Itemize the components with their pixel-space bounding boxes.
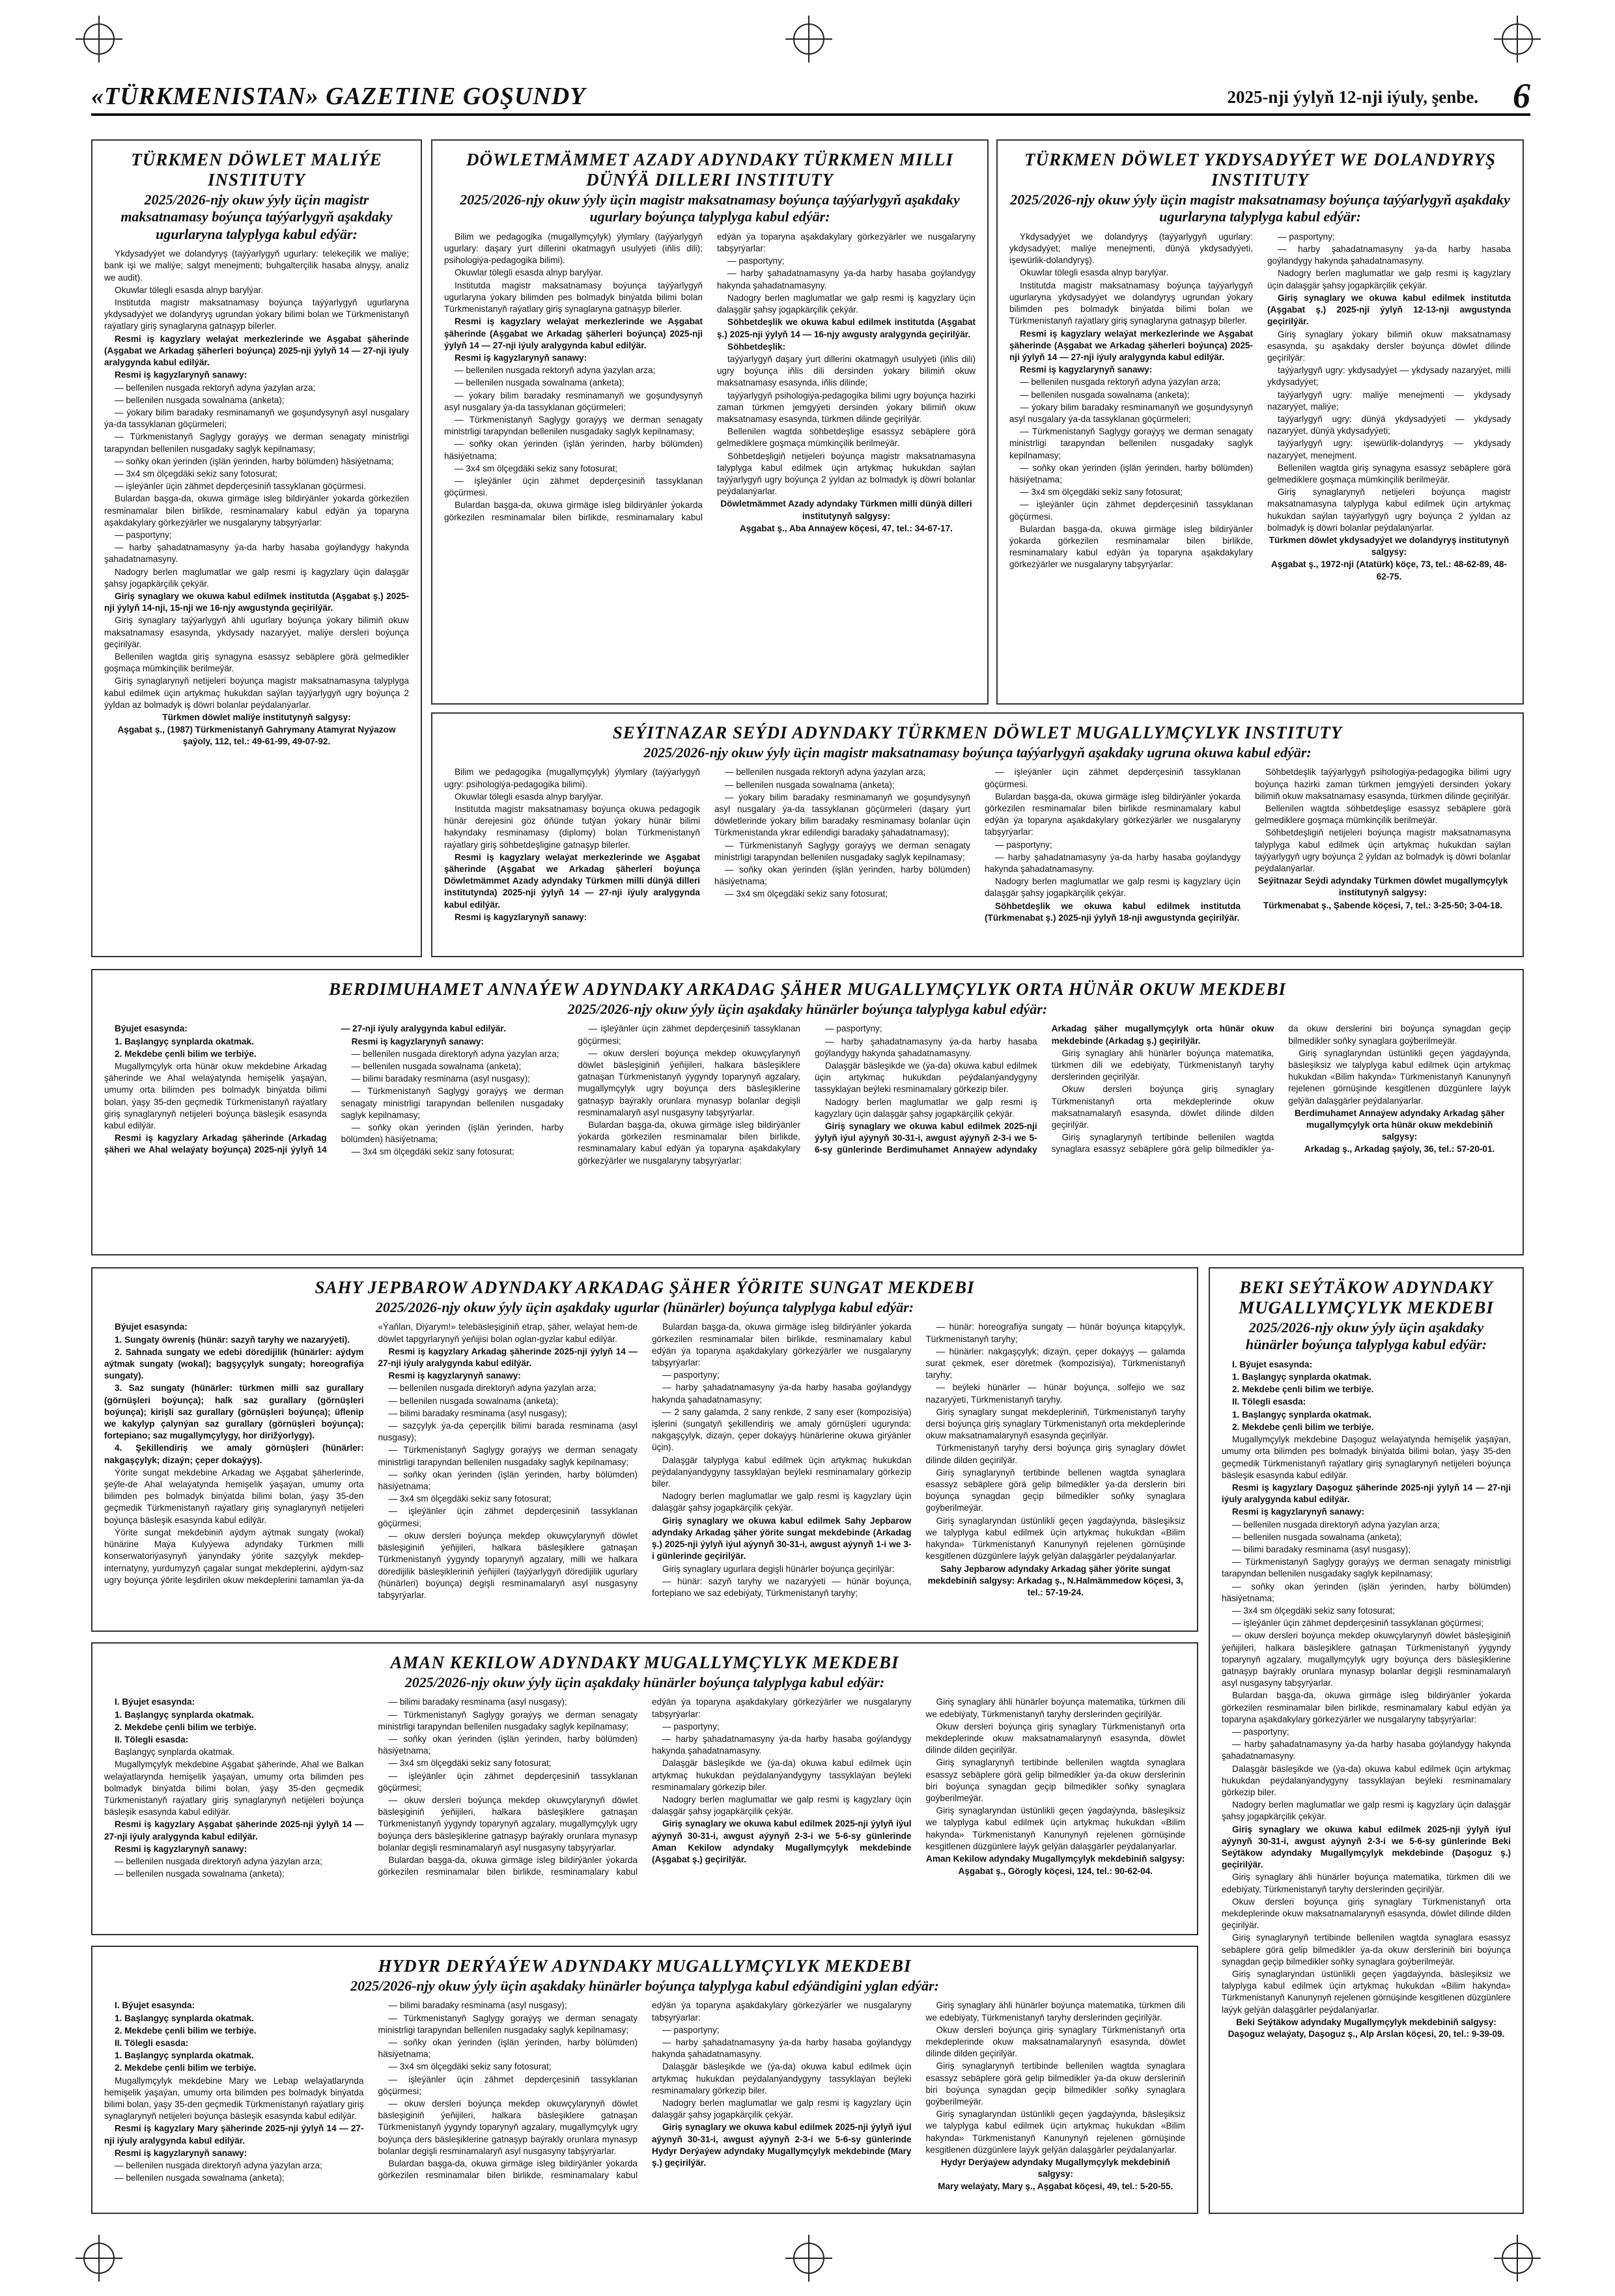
paragraph: I. Býujet esasynda: [115, 2000, 195, 2011]
paragraph: — ýokary bilim baradaky resminamanyň we goşundysynyň asyl nusgalary ýa-da tassyklanan göçürmeleri; [444, 390, 703, 412]
announcement-body [104, 248, 409, 925]
paragraph: Okuwlar tölegli esasda alnyp barylýar. [115, 285, 264, 295]
paragraph: — bilimi baradaky resminama (asyl nusgasy); [388, 2000, 567, 2011]
paragraph: Mugallymçylyk mekdebine Aşgabat şäherinde, Ahal we Balkan welaýatlarynda hemişelik ýaşaýan, umumy orta bilimden pes bolmadyk binýatda bilimi bolan, ýaşy 35-den geçmedik Türkmenistanyň raýatlary giriş synaglarynyň netijeleri boýunça bäsleşik esasynda kabul edilýär. [104, 1759, 364, 1817]
paragraph: — Türkmenistanyň Saglygy goraýyş we derman senagaty ministrligi tarapyndan bellenilen nusgadaky saglyk kepilnamasy; [714, 840, 970, 862]
paragraph: 1. Sungaty öwreniş (hünär: sazyň taryhy we nazaryýeti). [115, 1334, 350, 1345]
announcement-title: TÜRKMEN DÖWLET YKDYSADYÝET WE DOLANDYRYŞ INSTITUTY [1024, 150, 1496, 190]
paragraph: Mugallymçylyk mekdebine Mary we Lebap welaýatlarynda hemişelik ýaşaýan, umumy orta bilimden pes bolmadyk binýatda bilimi bolan, ýaşy 35-den geçmedik Türkmenistanyň raýatlary giriş synaglarynyň netijeleri boýunça bäsleşik esasynda kabul edilýär. [104, 2075, 364, 2121]
paragraph: Giriş synaglary we okuwa kabul edilmek institutda (Aşgabat ş.) 2025-nji ýylyň 12-13-nji awgustynda geçirilýär. [1267, 292, 1511, 327]
announcement-title: AMAN KEKILOW ADYNDAKY MUGALLYMÇYLYK MEKDEBI [390, 1653, 899, 1672]
paragraph: Resmi iş kagyzlarynyň sanawy: [1020, 365, 1153, 375]
announcement-arkadag-vocational-school [91, 969, 1524, 1255]
paragraph: — bellenilen nusgada sowalnama (anketa); [115, 395, 285, 405]
paragraph: — işleýänler üçin zähmet depderçesiniň tassyklanan göçürmesi. [115, 481, 367, 492]
paragraph: Giriş synaglarynyň netijeleri boýunça magistr maksatnamasyna talyplyga kabul edilmek üçin artykmaç hukukdan saýlan taýýarlygyň ugry boýunça 2 ýyldan az bolmadyk iş döwri bolanlar peýdalanýarlar. [104, 676, 409, 710]
announcement-subtitle: 2025/2026-njy okuw ýyly üçin magistr maksatnamasy boýunça taýýarlygyň aşakdaky ugurlaryna talyplyga kabul edýär: [120, 191, 393, 242]
page-header [91, 76, 1530, 116]
paragraph: 2. Sahnada sungaty we edebi döredijilik (hünärler: aýdym aýtmak sungaty (wokal); bagşyçylyk sungaty; horeografiýa sungaty). [104, 1347, 364, 1381]
paragraph: 1. Başlangyç synplarda okatmak. [115, 2013, 254, 2023]
paragraph: — bellenilen nusgada sowalnama (anketa); [1232, 1532, 1402, 1542]
announcement-subtitle: 2025/2026-njy okuw ýyly üçin aşakdaky hünärler boýunça talyplyga kabul edýär: [1245, 1319, 1487, 1353]
paragraph: — Türkmenistanyň Saglygy goraýyş we derman senagaty ministrligi tarapyndan bellenilen nusgadaky saglyk kepilnamasy; [444, 414, 703, 437]
paragraph: — işleýänler üçin zähmet depderçesiniň tassyklanan göçürmesi. [1009, 499, 1253, 522]
paragraph: Türkmenabat ş., Şabende köçesi, 7, tel.: 3-25-50; 3-04-18. [1263, 900, 1503, 910]
paragraph: — Türkmenistanyň Saglygy goraýyş we derman senagaty ministrligi tarapyndan bellenilen nusgadaky saglyk kepilnamasy; [1009, 427, 1253, 460]
paragraph: Nadogry berlen maglumatlar we galp resmi iş kagyzlary üçin dalaşgär şahsy jogapkärçilik çekýär. [104, 567, 409, 589]
paragraph: Mugallymçylyk mekdebine Daşoguz welaýatynda hemişelik ýaşaýan, umumy orta bilimden pes bolmadyk binýatda bilimi bolan, ýaşy 35-den geçmedik Türkmenistanyň raýatlary giriş synaglarynyň netijeleri boýunça bäsleşik esasynda kabul edilýär. [1222, 1435, 1511, 1480]
paragraph: taýýarlygyň ugry: ykdysadyýet — ykdysady nazaryýet, milli ykdysadyýet; [1267, 365, 1511, 387]
announcement-beki-seytakow-school [1209, 1267, 1524, 2214]
paragraph: Býujet esasynda: [115, 1024, 188, 1034]
paragraph: — beýleki hünärler — hünär boýunça, solfejio we saz nazaryýeti, Türkmenistanyň taryhy. [925, 1382, 1185, 1405]
paragraph: Giriş synaglarynyň tertibinde bellenen wagtda synaglara esassyz sebäplere görä gelip bilmedikler ýa-da derslerin biri boýunça synagdan geçip bilmedikler soňky synaglara goýberilmeýär. [925, 1467, 1185, 1513]
paragraph: — 3x4 sm ölçegdäki sekiz sany fotosurat; [388, 1758, 552, 1769]
paragraph: — bellenilen nusgada sowalnama (anketa); [115, 2173, 285, 2183]
paragraph: Bulardan başga-da, okuwa girmäge isleg bildirýänler ýokarda görkezilen resminamalar bilen birlikde, resminamalary kabul edýän ýa toparyna aşakdakylary görkezýärler we nusgalaryny tabşyrýarlar: [1222, 1690, 1511, 1724]
paragraph: — Türkmenistanyň Saglygy goraýyş we derman senagaty ministrligi tarapyndan bellenilen nusgadaky saglyk kepilnamasy; [378, 1709, 638, 1731]
paragraph: 2. Mekdebe çenli bilim we terbiýe. [115, 1722, 257, 1732]
paragraph: Giriş synaglary we okuwa kabul edilmek 2025-nji ýylyň iýul aýynyň 30-31-i, awgust aýynyň 2-3-i we 5-6-sy günlerinde Hydyr Derýaýew adyndaky Mugallymçylyk mekdebinde (Mary ş.) geçirilýär. [652, 2122, 912, 2168]
paragraph: Giriş synaglary taýýarlygyň ähli ugurlary boýunça ýokary bilimiň okuw maksatnamasy esasynda, ykdysady nazaryýet, maliýe dersleri boýunça geçirilýär. [104, 615, 409, 649]
paragraph: — harby şahadatnamasyny ýa-da harby hasaba goýlandygy hakynda şahadatnamasyny. [717, 268, 976, 290]
paragraph: — soňky okan ýerinden (işlän ýerinden, harby bölümden) häsiýetnama; [1009, 462, 1253, 484]
paragraph: Aşgabat ş., Aba Annaýew köçesi, 47, tel.: 34-67-17. [740, 523, 953, 533]
paragraph: Nadogry berlen maglumatlar we galp resmi iş kagyzlary üçin dalaşgär şahsy jogapkärçilik çekýär. [1267, 268, 1511, 290]
announcement-title: BEKI SEÝTÄKOW ADYNDAKY MUGALLYMÇYLYK MEKDEBI [1239, 1278, 1494, 1318]
paragraph: taýýarlygyň psihologiýa-pedagogika bilimi ugry boýunça hazirki zaman türkmen jemgyýeti dersinden ýokary bilimiň okuw maksatnamasy esasynda, türkmen dilinde geçirilýär. [717, 390, 976, 424]
paragraph: Bellenilen wagtda giriş synagyna esassyz sebäplere görä gelmediklere goşmaça mümkinçilik berilmeýär. [1267, 462, 1511, 484]
paragraph: Okuw dersleri boýunça giriş synaglary Türkmenistanyň orta mekdeplerinde okuw maksatnamalarynyň esasynda, döwlet dilinde dilden geçirilýär. [925, 1721, 1185, 1756]
paragraph: — harby şahadatnamasyny ýa-da harby hasaba goýlandygy hakynda şahadatnamasyny. [1222, 1739, 1511, 1761]
paragraph: — işleýänler üçin zähmet depderçesiniň tassyklanan göçürmesi; [578, 1024, 800, 1046]
paragraph: Giriş synaglary we okuwa kabul edilmek 2025-nji ýylyň iýul aýynyň 30-31-i, awgust aýynyň 2-3-i we 5-6-sy günlerinde Aman Kekilow adyndaky Mugallymçylyk mekdebinde (Aşgabat ş.) geçirilýär. [652, 1819, 912, 1865]
crop-mark-top-right [1502, 23, 1533, 55]
paragraph: Bulardan başga-da, okuwa girmäge isleg bildirýänler ýokarda görkezilen resminamalar bilen birlikde, resminamalary kabul edýän ýa toparyna aşakdakylary görkezýärler we nusgalaryny tabşyrýarlar: [104, 494, 409, 527]
paragraph: Nadogry berlen maglumatlar we galp resmi iş kagyzlary üçin dalaşgär şahsy jogapkärçilik çekýär. [652, 1795, 912, 1817]
paragraph: II. Tölegli esasda: [1232, 1397, 1306, 1407]
paragraph: Dalaşgär bäsleşikde we (ýa-da) okuwa kabul edilmek üçin artykmaç hukukdan peýdalanýandygyny tassyklaýan beýleki resminamalary görkezip biler. [652, 1758, 912, 1792]
paragraph: Giriş synaglaryndan üstünlikli geçen ýagdaýynda, bäsleşiksiz we talyplyga kabul edilmek üçin artykmaç hukukdan «Bilim hakynda» Türkmenistanyň Kanunynyň rejelenen görnüşinde kesgitlenen düzgünlere laýyk gelýän dalaşgärler peýdalanýarlar. [925, 1515, 1185, 1561]
paragraph: — hünär: horeografiýa sungaty — hünär boýunça kitapçylyk, Türkmenistanyň taryhy; [925, 1322, 1185, 1344]
paragraph: Nadogry berlen maglumatlar we galp resmi iş kagyzlary üçin dalaşgär şahsy jogapkärçilik çekýär. [717, 292, 976, 315]
paragraph: Bellenilen wagtda giriş synagyna esassyz sebäplere görä gelmedikler goşmaça mümkinçilik berilmeýär. [104, 651, 409, 674]
paragraph: — harby şahadatnamasyny ýa-da harby hasaba goýlandygy hakynda şahadatnamasyny. [104, 542, 409, 565]
paragraph: Nadogry berlen maglumatlar we galp resmi iş kagyzlary üçin dalaşgär şahsy jogapkärçilik çekýär. [1222, 1800, 1511, 1822]
paragraph: — 3x4 sm ölçegdäki sekiz sany fotosurat; [1020, 487, 1183, 497]
paragraph: — bellenilen nusgada direktoryň adyna ýazylan arza; [115, 2161, 322, 2171]
page-number: 6 [1513, 76, 1530, 115]
paragraph: — Türkmenistanyň Saglygy goraýyş we derman senagaty ministrligi tarapyndan bellenilen nusgadaky saglyk kepilnamasy; [378, 1445, 638, 1467]
paragraph: — okuw dersleri boýunça mekdep okuwçylarynyň döwlet bäsleşiginiň ýeňijileri, halkara bäsleşiklere gatnaşan Türkmenistanyň ýygyndy toparynyň agzalary, mugallymçylyk ugry boýunça ders bäsleşiklerine gatnaşyp baýrakly orunlara mynasyp bolanlar degişli resminamalaryň asyl nusgasyny tabşyrýarlar. [1222, 1631, 1511, 1688]
issue-date: 2025-nji ýylyň 12-nji iýuly, şenbe. [1227, 87, 1478, 107]
paragraph: Giriş synaglaryndan üstünlikli geçen ýagdaýynda, bäsleşiksiz we talyplyga kabul edilmek üçin artykmaç hukukdan «Bilim hakynda» Türkmenistanyň Kanunynyň rejelenen görnüşinde kesgitlenen düzgünlere laýyk gelýän dalaşgärler peýdalanýarlar. [925, 1806, 1185, 1851]
paragraph: Söhbetdeşlik: [727, 341, 786, 352]
paragraph: Okuw dersleri boýunça giriş synaglary Türkmenistanyň orta mekdeplerinde okuw maksatnamalaryň esasynda, döwlet dilinde dilden geçirilýär. [1051, 1084, 1274, 1130]
announcement-body [444, 231, 976, 680]
paragraph: Bulardan başga-da, okuwa girmäge isleg bildirýänler ýokarda görkezilen resminamalar bilen birlikde, resminamalary kabul edýän ýa toparyna aşakdakylary görkezýärler we nusgalaryny tabşyrýarlar: [578, 1120, 800, 1166]
paragraph: — soňky okan ýerinden (işlän ýerinden, harby bölümden) häsiýetnama; [1222, 1581, 1511, 1603]
paragraph: — soňky okan ýerinden (işlän ýerinden, harby bölümden) häsiýetnama; [115, 456, 394, 466]
announcement-body [104, 2000, 1185, 2203]
paragraph: 3. Saz sungaty (hünärler: türkmen milli saz gurallary (görnüşleri boýunça); halk saz gurallary (görnüşleri boýunça); kirişli saz gurallary (görnüşleri boýunça); üflenip we kakylyp çalynýan saz gurallary (görnüşleri boýunça); fortepiano; saz mugallymçylygy, hor dirižýorlygy). [104, 1383, 364, 1441]
announcement-title: TÜRKMEN DÖWLET MALIÝE INSTITUTY [131, 150, 382, 190]
paragraph: taýýarlygyň ugry: maliýe menejmenti — ykdysady nazaryýet, maliýe; [1267, 389, 1511, 412]
paragraph: — soňky okan ýerinden (işlän ýerinden, harby bölümden) häsiýetnama; [341, 1123, 564, 1145]
paragraph: Resmi iş kagyzlarynyň sanawy: [388, 1371, 521, 1381]
paragraph: Giriş synaglary ýokary bilimiň okuw maksatnamasy esasynda, şu aşakdaky dersler boýunça döwlet dilinde geçirilýär: [1267, 329, 1511, 363]
paragraph: — işleýänler üçin zähmet depderçesiniň tassyklanan göçürmesi. [444, 475, 703, 498]
paragraph: Mary welaýaty, Mary ş., Aşgabat köçesi, 49, tel.: 5-20-55. [938, 2181, 1173, 2192]
paragraph: — Türkmenistanyň Saglygy goraýyş we derman senagaty ministrligi tarapyndan bellenilen nusgadaky saglyk kepilnamasy; [378, 2013, 638, 2035]
paragraph: Giriş synaglary we okuwa kabul edilmek institutda (Aşgabat ş.) 2025-nji ýylyň 14-nji, 15-nji we 16-njy awgustynda geçirilýär. [104, 591, 409, 613]
paragraph: Institutda magistr maksatnamasy boýunça taýýarlygyň ugurlaryna ykdysadyýet we dolandyryş ugrundan ýokary bilimi bolan we Türkmenistanyň raýatlary giriş synaglaryna gatnaşyp bilerler. [104, 298, 409, 331]
paragraph: Nadogry berlen maglumatlar we galp resmi iş kagyzlary üçin dalaşgär şahsy jogapkärçilik çekýär. [985, 876, 1241, 899]
paragraph: Türkmen döwlet ykdysadyýet we dolandyryş institutynyň salgysy: [1269, 535, 1510, 557]
paragraph: — pasportyny; [662, 1370, 720, 1380]
paragraph: Söhbetdeşlik we okuwa kabul edilmek institutda (Türkmenabat ş.) 2025-nji ýylyň 18-nji awgustynda geçirilýär. [985, 901, 1241, 923]
paragraph: — hünär: sazyň taryhy we nazaryýeti — hünär boýunça, fortepiano we saz edebiýaty, Türkmenistanyň taryhy; [652, 1576, 912, 1598]
paragraph: — ýokary bilim baradaky resminamanyň we goşundysynyň asyl nusgalary ýa-da tassyklanan göçürmeleri; [104, 407, 409, 430]
paragraph: taýýarlygyň ugry: dünýä ykdysadyýeti — ykdysady nazaryýet, dünýä ykdysadyýeti; [1267, 413, 1511, 436]
paragraph: — soňky okan ýerinden (işlän ýerinden, harby bölümden) häsiýetnama; [378, 2037, 638, 2060]
paragraph: Giriş synaglary sungat mekdepleriniň, Türkmenistanyň taryhy dersi boýunça giriş synaglary Türkmenistanyň orta mekdeplerinde okuw maksatnamalarynyň esasynda geçirilýär. [925, 1407, 1185, 1441]
paragraph: Bellenilen wagtda söhbetdeşlige esassyz sebäplere görä gelmediklere goşmaça mümkinçilik berilmeýär. [717, 427, 976, 449]
paragraph: 4. Şekillendiriş we amaly görnüşleri (hünärler: nakgaşçylyk; dizaýn; çeper dokaýyş). [104, 1443, 364, 1465]
paragraph: Aşgabat ş., Görogly köçesi, 124, tel.: 90-62-04. [958, 1866, 1153, 1877]
announcement-body [1009, 231, 1511, 680]
paragraph: — soňky okan ýerinden (işlän ýerinden, harby bölümden) häsiýetnama; [378, 1469, 638, 1492]
paragraph: — pasportyny; [824, 1024, 882, 1034]
paragraph: Giriş synaglary ugurlara degişli hünärler boýunça geçirilýär: [662, 1563, 895, 1574]
announcement-finance-institute [91, 139, 422, 957]
paragraph: — pasportyny; [1278, 231, 1335, 242]
paragraph: Giriş synaglary we okuwa kabul edilmek 2025-nji ýylyň iýul aýynyň 30-31-i, awgust aýynyň 2-3-i we 5-6-sy günlerinde Berdimuhamet Annaýew adyndaky Arkadag şäher mugallymçylyk orta hünär okuw mekdebinde (Arkadag ş.) geçirilýär. [814, 1024, 1274, 1155]
paragraph: — işleýänler üçin zähmet depderçesiniň tassyklanan göçürmesi; [1232, 1618, 1484, 1629]
paragraph: — Türkmenistanyň Saglygy goraýyş we derman senagaty ministrligi tarapyndan bellenilen nusgadaky saglyk kepilnamasy; [104, 432, 409, 454]
announcement-aman-kekilow-school [91, 1642, 1198, 1935]
paragraph: — bilimi baradaky resminama (asyl nusgasy); [1232, 1544, 1411, 1554]
paragraph: Ykdysadyýet we dolandyryş (taýýarlygyň ugurlary: ykdysadyýet; maliýe menejmenti, dünýä ykdysadyýeti, işewürlik-dolandyryş). [1009, 231, 1253, 266]
paragraph: Resmi iş kagyzlary welaýat merkezlerinde we Aşgabat şäherinde (Aşgabat we Arkadag şäherleri boýunça Döwletmämmet Azady adyndaky Türkmen milli dünýä dilleri institutynda) 2025-nji ýylyň 14 — 27-nji iýuly aralygynda kabul edilýär. [444, 852, 700, 910]
paragraph: Okuwlar tölegli esasda alnyp barylýar. [455, 791, 604, 802]
paragraph: Giriş synaglaryndan üstünlikli geçen ýagdaýynda, bäsleşiksiz we talyplyga kabul edilmek üçin artykmaç hukukdan «Bilim hakynda» Türkmenistanyň Kanunynyň rejelenen görnüşinde kesgitlenen düzgünlere laýyk gelýän dalaşgärler peýdalanýarlar. [925, 2109, 1185, 2155]
paragraph: Dalaşgär bäsleşikde we (ýa-da) okuwa kabul edilmek üçin artykmaç hukukdan peýdalanýandygyny tassyklaýan beýleki resminamalary görkezip biler. [1222, 1763, 1511, 1797]
paragraph: Institutda magistr maksatnamasy boýunça okuwa pedagogik hünär derejesini göz öňünde tutýan ýokary hünär bilimi hakyndaky resminamasy (diplomy) bolan Türkmenistanyň raýatlary giriş söhbetdeşligine gatnaşyp bilerler. [444, 804, 700, 850]
paragraph: — bellenilen nusgada direktoryň adyna ýazylan arza; [115, 1856, 322, 1867]
announcement-title: BERDIMUHAMET ANNAÝEW ADYNDAKY ARKADAG ŞÄHER MUGALLYMÇYLYK ORTA HÜNÄR OKUW MEKDEBI [328, 979, 1287, 999]
paragraph: Giriş synaglarynyň tertibinde bellenilen wagtda synaglara esassyz sebäplere görä gelip bilmedikler ýa-da okuw derslerini biri boýunça synagdan geçip bilmedikler soňky synaglara goýberilmeýär. [1051, 1024, 1511, 1155]
paragraph: Giriş synaglarynyň tertibinde bellenilen wagtda synaglara esassyz sebäplere görä gelip bilmedikler ýa-da okuw derslerinin biri boýunça synagdan geçip bilmedikler soňky synaglara goýberilmeýär. [925, 1757, 1185, 1804]
paragraph: Bulardan başga-da, okuwa girmäge isleg bildirýänler ýokarda görkezilen resminamalar bilen birlikde, resminamalary kabul edýän ýa toparyna aşakdakylary görkezýärler we nusgalaryny tabşyrýarlar: [378, 2000, 912, 2181]
paragraph: Ýörite sungat mekdebiniň aýdym aýtmak sungaty (wokal) hünärine Maýa Kulyýewa adyndaky Türkmen milli konserwatoriýasynyň ýanyndaky ýörite sazçylyk mekdep-internatyny, yurdumyzyň çagalar sungat mekdeplerini, aýdym-saz ugry boýunça ýörite leşdirilen okuw mekdeplerini tamamlan ýa-da «Ýaňlan, Diýarym!» telebäsleşiginiň etrap, şäher, welaýat hem-de döwlet tapgyrlarynyň ýeňijisi bolan oglan-gyzlar kabul edilýär. [104, 1322, 638, 1585]
announcement-title: SAHY JEPBAROW ADYNDAKY ARKADAG ŞÄHER ÝÖRITE SUNGAT MEKDEBI [315, 1278, 975, 1297]
paragraph: Hydyr Derýaýew adyndaky Mugallymçylyk mekdebiniň salgysy: [940, 2157, 1170, 2179]
announcement-subtitle: 2025/2026-njy okuw ýyly üçin aşakdaky hünärler boýunça talyplyga kabul edýär: [567, 1001, 1048, 1018]
paragraph: — 3x4 sm ölçegdäki sekiz sany fotosurat; [1232, 1605, 1396, 1616]
paragraph: 2. Mekdebe çenli bilim we terbiýe. [1232, 1384, 1374, 1395]
paragraph: Resmi iş kagyzlary welaýat merkezlerinde we Aşgabat şäherinde (Aşgabat we Arkadag şäherleri boýunça) 2025-nji ýylyň 14 — 27-nji iýuly aralygynda kabul edilýär. [444, 316, 703, 350]
paragraph: Okuwlar tölegli esasda alnyp barylýar. [1020, 268, 1169, 278]
paragraph: Bulardan başga-da, okuwa girmäge isleg bildirýänler ýokarda görkezilen resminamalar bilen birlikde, resminamalary kabul edýän ýa toparyna aşakdakylary görkezýärler we nusgalaryny tabşyrýarlar: [444, 231, 976, 522]
paragraph: Giriş synaglary ähli hünärler boýunça matematika, türkmen dili we edebiýaty, Türkmenistanyň taryhy derslerinden geçirilýär. [1222, 1872, 1511, 1894]
newspaper-title: «TÜRKMENISTAN» GAZETINE GOŞUNDY [91, 83, 586, 110]
paragraph: Bilim we pedagogika (mugallymçylyk) ýlymlary (taýýarlygyň ugurlary: daşary ýurt dillerini okatmagyň usulyýeti (iňlis dili); psihologiýa-pedagogika bilimi). [444, 231, 703, 266]
crop-mark-top-center [793, 23, 824, 55]
paragraph: Söhbetdeşligiň netijeleri boýunça magistr maksatnamasyna talyplyga kabul edilmek üçin artykmaç hukukdan saýlan taýýarlygyň ugry boýunça 2 ýyldan az bolmadyk iş döwri bolanlar peýdalanýarlar. [717, 451, 976, 497]
paragraph: Giriş synaglarynyň tertibinde bellenilen wagtda synaglara esassyz sebäplere görä gelip bilmedikler ýa-da okuw dersleriniň biri boýunça synagdan geçip bilmedikler soňky synaglara goýberilmeýär. [1222, 1933, 1511, 1967]
paragraph: Bulardan başga-da, okuwa girmäge isleg bildirýänler ýokarda görkezilen resminamalar bilen birlikde, resminamalary kabul edýän ýa toparyna aşakdakylary görkezýärler we nusgalaryny tabşyrýarlar: [652, 1322, 912, 1368]
announcement-subtitle: 2025/2026-njy okuw ýyly üçin aşakdaky hünärler boýunça talyplyga kabul edýär: [404, 1674, 885, 1691]
paragraph: Arkadag ş., Arkadag şaýoly, 36, tel.: 57-20-01. [1304, 1144, 1495, 1155]
paragraph: Giriş synaglaryndan üstünlikli geçen ýagdaýynda, bäsleşiksiz we talyplyga kabul edilmek üçin artykmaç hukukdan «Bilim hakynda» Türkmenistanyň Kanunynyň rejelenen görnüşinde kesgitlenen düzgünlere laýyk gelýän dalaşgärler peýdalanýarlar. [1288, 1048, 1511, 1106]
paragraph: Nadogry berlen maglumatlar we galp resmi iş kagyzlary üçin dalaşgär şahsy jogapkärçilik çekýär. [652, 2098, 912, 2120]
crop-mark-bottom-left [83, 2243, 115, 2274]
paragraph: Aşgabat ş., (1987) Türkmenistanyň Gahrymany Atamyrat Nyýazow şaýoly, 112, tel.: 49-61-99, 49-07-92. [117, 725, 396, 747]
paragraph: Resmi iş kagyzlary Mary şäherinde 2025-nji ýylyň 14 — 27-nji iýuly aralygynda kabul edilýär. [104, 2123, 364, 2146]
paragraph: 1. Başlangyç synplarda okatmak. [1232, 1409, 1371, 1420]
paragraph: Ykdysadyýet we dolandyryş (taýýarlygyň ugurlary: telekeçilik we maliýe; bank işi we maliýe; salgyt menejmenti; buhgalterçilik hasaba alnyşy, analiz we audit). [104, 249, 409, 283]
paragraph: Türkmenistanyň taryhy dersi boýunça giriş synaglary döwlet dilinde dilden geçirilýär. [925, 1443, 1185, 1465]
paragraph: — Türkmenistanyň Saglygy goraýyş we derman senagaty ministrligi tarapyndan bellenilen nusgadaky saglyk kepilnamasy; [341, 1086, 564, 1120]
paragraph: — 2 sany galamda, 2 sany renkde, 2 sany eser (kompozisiýa) işlerini (sungatyň şekillendiriş we amaly görnüşleri ugurynda: nakgaşçylyk, dizaýn, çeper dokaýyş hünärlerine okuwa girýänler üçin). [652, 1407, 912, 1453]
paragraph: — bellenilen nusgada sowalnama (anketa); [351, 1061, 522, 1072]
paragraph: Berdimuhamet Annaýew adyndaky Arkadag şäher mugallymçylyk orta hünär okuw mekdebiniň salgysy: [1294, 1108, 1505, 1142]
paragraph: 1. Başlangyç synplarda okatmak. [115, 1036, 254, 1046]
announcement-subtitle: 2025/2026-njy okuw ýyly üçin aşakdaky ugurlar (hünärler) boýunça talyplyga kabul edýär: [375, 1299, 914, 1316]
paragraph: — soňky okan ýerinden (işlän ýerinden, harby bölümden) häsiýetnama; [714, 865, 970, 887]
paragraph: — ýokary bilim baradaky resminamanyň we goşundysynyň asyl nusgalary ýa-da tassyklanan göçürmeleri (daşary ýurt döwletlerinde ýokary bilim baradaky resminamasy bolanlar üçin Türkmenistanda ykrar edilendigi baradaky şahadatnamasy); [714, 792, 970, 838]
paragraph: — işleýänler üçin zähmet depderçesiniň tassyklanan göçürmesi; [378, 1506, 638, 1528]
paragraph: — bellenilen nusgada direktoryň adyna ýazylan arza; [1232, 1519, 1440, 1530]
paragraph: Döwletmämmet Azady adyndaky Türkmen milli dünýä dilleri institutynyň salgysy: [720, 499, 972, 521]
paragraph: Okuw dersleri boýunça giriş synaglary Türkmenistanyň orta mekdeplerinde okuw maksatnamalarynyň esasynda, döwlet dilinde dilden geçirilýär. [1222, 1896, 1511, 1931]
paragraph: Resmi iş kagyzlary welaýat merkezlerinde we Aşgabat şäherinde (Aşgabat we Arkadag şäherleri boýunça) 2025-nji ýylyň 14 — 27-nji iýuly aralygynda kabul edilýär. [104, 333, 409, 368]
paragraph: Bulardan başga-da, okuwa girmäge isleg bildirýänler ýokarda görkezilen resminamalar bilen birlikde, resminamalary kabul edýän ýa toparyna aşakdakylary görkezýärler we nusgalaryny tabşyrýarlar: [378, 1697, 912, 1877]
paragraph: — bilimi baradaky resminama (asyl nusgasy); [351, 1074, 530, 1084]
paragraph: Giriş synaglary ähli hünärler boýunça matematika, türkmen dili we edebiýaty, Türkmenistanyň taryhy derslerinden geçirilýär. [1051, 1048, 1274, 1082]
paragraph: — işleýänler üçin zähmet depderçesiniň tassyklanan göçürmesi; [378, 2074, 638, 2096]
paragraph: Aşgabat ş., 1972-nji (Atatürk) köçe, 73, tel.: 48-62-89, 48-62-75. [1271, 559, 1507, 581]
paragraph: — harby şahadatnamasyny ýa-da harby hasaba goýlandygy hakynda şahadatnamasyny. [985, 852, 1241, 875]
paragraph: — okuw dersleri boýunça mekdep okuwçylarynyň döwlet bäsleşiginiň ýeňijileri, halkara bäsleşiklere gatnaşan Türkmenistanyň ýygyndy toparynyň agzalary, mugallymçylyk ugry boýunça ders bäsleşiklerine gatnaşyp baýrakly orunlara mynasyp bolanlar degişli resminamalaryň asyl nusgasyny tabşyrýarlar. [578, 1048, 800, 1117]
paragraph: — harby şahadatnamasyny ýa-da harby hasaba goýlandygy hakynda şahadatnamasyny. [814, 1036, 1037, 1058]
paragraph: — bellenilen nusgada sowalnama (anketa); [455, 378, 625, 388]
paragraph: — harby şahadatnamasyny ýa-da harby hasaba goýlandygy hakynda şahadatnamasyny. [652, 2037, 912, 2060]
announcement-world-languages-institute [431, 139, 989, 705]
paragraph: — bellenilen nusgada sowalnama (anketa); [1020, 389, 1190, 400]
paragraph: II. Tölegli esasda: [115, 2038, 189, 2049]
paragraph: — soňky okan ýerinden (işlän ýerinden, harby bölümden) häsiýetnama; [444, 439, 703, 461]
announcement-title: SEÝITNAZAR SEÝDI ADYNDAKY TÜRKMEN DÖWLET MUGALLYMÇYLYK INSTITUTY [612, 723, 1343, 742]
paragraph: 1. Başlangyç synplarda okatmak. [115, 1709, 254, 1720]
paragraph: — 3x4 sm ölçegdäki sekiz sany fotosurat; [725, 889, 888, 899]
paragraph: Resmi iş kagyzlary Daşoguz şäherinde 2025-nji ýylyň 14 — 27-nji iýuly aralygynda kabul edilýär. [1222, 1482, 1511, 1505]
paragraph: Giriş synaglarynyň netijeleri boýunça magistr maksatnamasyna talyplyga kabul edilmek üçin artykmaç hukukdan saýlan taýýarlygyň ugry boýunça 2 ýyldan az bolmadyk iş döwri bolanlar peýdalanýarlar. [1267, 487, 1511, 533]
paragraph: Giriş synaglary we okuwa kabul edilmek Sahy Jepbarow adyndaky Arkadag şäher ýörite sungat mekdebinde (Arkadag ş.) 2025-nji ýylyň iýul aýynyň 30-31-i, awgust aýynyň 1-i we 3-i günlerinde geçirilýär. [652, 1515, 912, 1561]
paragraph: — bellenilen nusgada direktoryň adyna ýazylan arza; [351, 1048, 559, 1059]
crop-mark-bottom-center [793, 2243, 824, 2274]
paragraph: Resmi iş kagyzlarynyň sanawy: [351, 1036, 484, 1046]
paragraph: I. Býujet esasynda: [1232, 1359, 1313, 1369]
paragraph: Bilim we pedagogika (mugallymçylyk) ýlymlary (taýýarlygyň ugry: psihologiýa-pedagogika bilimi). [444, 767, 700, 789]
paragraph: 2. Mekdebe çenli bilim we terbiýe. [115, 2063, 257, 2073]
paragraph: — 3x4 sm ölçegdäki sekiz sany fotosurat; [455, 463, 618, 473]
paragraph: — bellenilen nusgada rektoryň adyna ýazylan arza; [455, 365, 656, 376]
paragraph: 1. Başlangyç synplarda okatmak. [115, 2051, 254, 2061]
announcement-body [104, 1696, 1185, 1924]
announcement-subtitle: 2025/2026-njy okuw ýyly üçin magistr maksatnamasy boýunça taýýarlygyň aşakdaky ugurlary boýunça talyplyga kabul edýär: [460, 191, 960, 225]
paragraph: — bellenilen nusgada sowalnama (anketa); [388, 1395, 559, 1406]
paragraph: — bellenilen nusgada rektoryň adyna ýazylan arza; [115, 382, 316, 393]
paragraph: — bellenilen nusgada direktoryň adyna ýazylan arza; [388, 1383, 597, 1393]
paragraph: — okuw dersleri boýunça mekdep okuwçylarynyň döwlet bäsleşiginiň ýeňijileri, halkara bäsleşiklere gatnaşan Türkmenistanyň ýygyndy toparynyň agzalary, milli we halkara döredijilik bäsleşikleriniň ýeňijileri (taýýarlygyň döredijilik ugurlary (hünärleri) boýunça) degişli resminamalaryň asyl nusgasyny tabşyrýarlar. [378, 1530, 638, 1600]
paragraph: — bellenilen nusgada rektoryň adyna ýazylan arza; [725, 767, 926, 777]
paragraph: Bulardan başga-da, okuwa girmäge isleg bildirýänler ýokarda görkezilen resminamalar bilen birlikde, resminamalary kabul edýän ýa toparyna aşakdakylary görkezýärler we nusgalaryny tabşyrýarlar: [1009, 524, 1253, 570]
paragraph: Giriş synaglary we okuwa kabul edilmek 2025-nji ýylyň iýul aýynyň 30-31-i, awgust aýynyň 2-3-i we 5-6-sy günlerinde Beki Seýtäkow adyndaky Mugallymçylyk mekdebinde (Daşoguz ş.) geçirilýär. [1222, 1824, 1511, 1870]
paragraph: — işleýänler üçin zähmet depderçesiniň tassyklanan göçürmesi. [985, 767, 1241, 789]
paragraph: II. Tölegli esasda: [115, 1735, 189, 1745]
announcement-body [104, 1023, 1511, 1244]
paragraph: — pasportyny; [115, 529, 172, 540]
paragraph: — pasportyny; [1232, 1726, 1289, 1737]
paragraph: Resmi iş kagyzlarynyň sanawy: [115, 370, 247, 380]
paragraph: — ýokary bilim baradaky resminamanyň we goşundysynyň asyl nusgalary ýa-da tassyklanan göçürmeleri; [1009, 402, 1253, 424]
paragraph: Giriş synaglarynyň tertibinde bellenilen wagtda synaglara esassyz sebäplere görä gelip bilmedikler ýa-da okuw dersleriniň biri boýunça synagdan geçip bilmedikler soňky synaglara goýberilmeýär. [925, 2061, 1185, 2107]
paragraph: Institutda magistr maksatnamasy boýunça taýýarlygyň ugurlaryna ýokary bilimden pes bolmadyk binýatda bilimi bolan Türkmenistanyň raýatlary giriş synaglaryna gatnaşyp bilerler. [444, 280, 703, 315]
paragraph: taýýarlygyň daşary ýurt dillerini okatmagyň usulyýeti (iňlis dili) ugry boýunça iňlis dili dersinden ýokary bilimiň okuw maksatnamasy esasynda, iňlis dilinde; [717, 354, 976, 388]
paragraph: Türkmen döwlet maliýe institutynyň salgysy: [162, 712, 351, 722]
paragraph: — 3x4 sm ölçegdäki sekiz sany fotosurat; [115, 468, 278, 479]
paragraph: Resmi iş kagyzlary Arkadag şäherinde 2025-nji ýylyň 14 — 27-nji iýuly aralygynda kabul edilýär. [378, 1346, 638, 1369]
paragraph: Okuw dersleri boýunça giriş synaglary Türkmenistanyň orta mekdeplerinde okuw maksatnamalarynyň esasynda, döwlet dilinde dilden geçirilýär. [925, 2024, 1185, 2059]
paragraph: Nadogry berlen maglumatlar we galp resmi iş kagyzlary üçin dalaşgär şahsy jogapkärçilik çekýär. [652, 1491, 912, 1513]
paragraph: — bellenilen nusgada sowalnama (anketa); [725, 779, 895, 790]
paragraph: — bellenilen nusgada rektoryň adyna ýazylan arza; [1020, 377, 1221, 387]
paragraph: taýýarlygyň ugry: işewürlik-dolandyryş — ykdysady nazaryýet, menejment. [1267, 438, 1511, 460]
paragraph: — soňky okan ýerinden (işlän ýerinden, harby bölümden) häsiýetnama; [378, 1734, 638, 1756]
paragraph: Bulardan başga-da, okuwa girmäge isleg bildirýänler ýokarda görkezilen resminamalar bilen birlikde resminamalary kabul edýän ýa toparyna aşakdakylary görkezýärler we nusgalaryny tabşyrýarlar: [985, 791, 1241, 837]
paragraph: — pasportyny; [662, 1721, 720, 1731]
paragraph: Söhbetdeşlik taýýarlygyň psihologiýa-pedagogika bilimi ugry boýunça hazirki zaman türkmen jemgyýeti dersinden ýokary bilimiň okuw maksatnamasy esasynda, türkmen dilinde geçirilýär. [1255, 767, 1511, 801]
paragraph: — 3x4 sm ölçegdäki sekiz sany fotosurat; [351, 1147, 514, 1157]
paragraph: Resmi iş kagyzlary welaýat merkezlerinde we Aşgabat şäherinde (Aşgabat we Arkadag şäherleri boýunça) 2025-nji ýylyň 14 — 27-nji iýuly aralygynda kabul edilýär. [1009, 328, 1253, 362]
announcement-pedagogical-institute [431, 712, 1524, 957]
paragraph: — bilimi baradaky resminama (asyl nusgasy); [388, 1408, 567, 1418]
paragraph: — hünärler: nakgaşçylyk; dizaýn, çeper dokaýyş — galamda surat çekmek, eser döretmek (kompozisiýa), Türkmenistanyň taryhy; [925, 1346, 1185, 1380]
paragraph: 2. Mekdebe çenli bilim we terbiýe. [115, 2025, 257, 2036]
announcement-hydyr-deryayew-school [91, 1946, 1198, 2214]
paragraph: Resmi iş kagyzlarynyň sanawy: [115, 2148, 247, 2158]
paragraph: — harby şahadatnamasyny ýa-da harby hasaba goýlandygy hakynda şahadatnamasyny. [1267, 244, 1511, 266]
announcement-arkadag-art-school [91, 1267, 1198, 1632]
paragraph: Nadogry berlen maglumatlar we galp resmi iş kagyzlary üçin dalaşgär şahsy jogapkärçilik çekýär. [814, 1097, 1037, 1119]
paragraph: Mugallymçylyk orta hünär okuw mekdebine Arkadag şäherinde we Ahal welaýatynda hemişelik ýaşaýan, umumy orta bilimden pes bolmadyk binýatda bilimi bolan, ýaşy 35-den geçmedik Türkmenistanyň raýatlary giriş synaglarynyň netijeleri boýunça bäsleşik esasynda kabul edilýär. [104, 1061, 327, 1131]
paragraph: — pasportyny; [662, 2024, 720, 2035]
paragraph: — işleýänler üçin zähmet depderçesiniň tassyklanan göçürmesi; [378, 1771, 638, 1793]
paragraph: Seýitnazar Seýdi adyndaky Türkmen döwlet mugallymçylyk institutynyň salgysy: [1257, 876, 1508, 898]
paragraph: Resmi iş kagyzlarynyň sanawy: [115, 1843, 247, 1854]
paragraph: 2. Mekdebe çenli bilim we terbiýe. [1232, 1421, 1374, 1432]
paragraph: — bilimi baradaky resminama (asyl nusgasy); [388, 1697, 567, 1707]
paragraph: Söhbetdeşligiň netijeleri boýunça magistr maksatnamasyna talyplyga kabul edilmek üçin artykmaç hukukdan saýlan taýýarlygyň ugry boýunça 2 ýyldan az bolmadyk iş döwri bolanlar peýdalanýarlar. [1255, 828, 1511, 874]
paragraph: 1. Başlangyç synplarda okatmak. [1232, 1372, 1371, 1382]
paragraph: Giriş synaglary ähli hünärler boýunça matematika, türkmen dili we edebiýaty, Türkmenistanyň taryhy derslerinden geçirilýär. [925, 1697, 1185, 1719]
paragraph: Resmi iş kagyzlarynyň sanawy: [1232, 1507, 1365, 1517]
announcement-subtitle: 2025/2026-njy okuw ýyly üçin aşakdaky hünärler boýunça talyplyga kabul edýändigini yglan edýär: [350, 1978, 939, 1995]
paragraph: Resmi iş kagyzlarynyň sanawy: [455, 912, 587, 922]
announcement-title: DÖWLETMÄMMET AZADY ADYNDAKY TÜRKMEN MILLI DÜNÝÄ DILLERI INSTITUTY [466, 150, 954, 190]
paragraph: — harby şahadatnamasyny ýa-da harby hasaba goýlandygy hakynda şahadatnamasyny. [652, 1734, 912, 1756]
paragraph: Resmi iş kagyzlarynyň sanawy: [455, 352, 587, 363]
paragraph: Býujet esasynda: [115, 1322, 188, 1332]
crop-mark-bottom-right [1502, 2243, 1533, 2274]
paragraph: Okuwlar tölegli esasda alnyp barylýar. [455, 268, 604, 278]
paragraph: Ýörite sungat mekdebine Arkadag we Aşgabat şäherlerinde, şeýle-de Ahal welaýatynda hemişelik ýaşaýan, umumy orta bilimden pes bolmadyk binýatda bilimi bolan, ýaşy 35-den geçmedik Türkmenistanyň raýatlary giriş synaglarynyň netijeleri boýunça bäsleşik esasynda kabul edilýär. [104, 1467, 364, 1525]
paragraph: I. Býujet esasynda: [115, 1697, 195, 1707]
paragraph: Söhbetdeşlik we okuwa kabul edilmek institutda (Aşgabat ş.) 2025-nji ýylyň 14 — 16-njy awgusty aralygynda geçirilýär. [717, 317, 976, 339]
paragraph: Giriş synaglary ähli hünärler boýunça matematika, türkmen dili we edebiýaty, Türkmenistanyň taryhy derslerinden geçirilýär. [925, 2000, 1185, 2023]
paragraph: — okuw dersleri boýunça mekdep okuwçylarynyň döwlet bäsleşiginiň ýeňijileri, halkara bäsleşiklere gatnaşan Türkmenistanyň ýygyndy toparynyň agzalary, mugallymçylyk ugry boýunça ders bäsleşiklerine gatnaşyp baýrakly orunlara mynasyp bolanlar degişli resminamalaryň asyl nusgasyny tabşyrýarlar. [378, 2099, 638, 2156]
paragraph: — pasportyny; [727, 256, 785, 266]
announcement-subtitle: 2025/2026-njy okuw ýyly üçin magistr maksatnamasy boýunça taýýarlygyň aşakdaky ugurlaryna talyplyga kabul edýär: [1010, 191, 1510, 225]
paragraph: — pasportyny; [995, 839, 1052, 850]
crop-mark-top-left [83, 23, 115, 55]
paragraph: Aman Kekilow adyndaky Mugallymçylyk mekdebiniň salgysy: [926, 1854, 1185, 1864]
paragraph: — okuw dersleri boýunça mekdep okuwçylarynyň döwlet bäsleşiginiň ýeňijileri, halkara bäsleşiklere gatnaşan Türkmenistanyň ýygyndy toparynyň agzalary, mugallymçylyk ugry boýunça ders bäsleşiklerine gatnaşyp baýrakly orunlara mynasyp bolanlar degişli resminamalaryň asyl nusgasyny tabşyrýarlar. [378, 1795, 638, 1853]
paragraph: — Türkmenistanyň Saglygy goraýyş we derman senagaty ministrligi tarapyndan bellenilen nusgadaky saglyk kepilnamasy; [1222, 1557, 1511, 1579]
paragraph: 2. Mekdebe çenli bilim we terbiýe. [115, 1048, 257, 1059]
announcement-economics-institute [996, 139, 1524, 705]
announcement-subtitle: 2025/2026-njy okuw ýyly üçin magistr maksatnamasy boýunça taýýarlygyň aşakdaky ugruna okuwa kabul edýär: [643, 744, 1312, 761]
paragraph: Beki Seýtäkow adyndaky Mugallymçylyk mekdebiniň salgysy: Daşoguz welaýaty, Daşoguz ş., Alp Arslan köçesi, 20, tel.: 9-39-09. [1228, 2017, 1505, 2039]
paragraph: — 3x4 sm ölçegdäki sekiz sany fotosurat; [388, 1494, 552, 1504]
paragraph: Bellenilen wagtda söhbetdeşlige esassyz sebäplere görä gelmediklere goşmaça mümkinçilik berilmeýär. [1255, 804, 1511, 826]
announcement-title: HYDYR DERÝAÝEW ADYNDAKY MUGALLYMÇYLYK MEKDEBI [378, 1956, 912, 1976]
announcement-body [444, 766, 1511, 942]
paragraph: Resmi iş kagyzlary Arkadag şäherinde (Arkadag şäheri we Ahal welaýaty boýunça) 2025-nji ýylyň 14 — 27-nji iýuly aralygynda kabul edilýär. [104, 1024, 506, 1155]
announcement-body [104, 1321, 1185, 1627]
paragraph: Başlangyç synplarda okatmak. [115, 1747, 235, 1757]
paragraph: — bellenilen nusgada sowalnama (anketa); [115, 1869, 285, 1879]
paragraph: Dalaşgär bäsleşikde we (ýa-da) okuwa kabul edilmek üçin artykmaç hukukdan peýdalanýandygyny tassyklaýan beýleki resminamalary görkezip biler. [814, 1061, 1037, 1095]
paragraph: Dalaşgär talyplyga kabul edilmek üçin artykmaç hukukdan peýdalanýandygyny tassyklaýan beýleki resminamalary görkezip biler. [652, 1455, 912, 1489]
paragraph: — sazçylyk ýa-da çeperçilik bilimi barada resminama (asyl nusgasy); [378, 1421, 638, 1443]
paragraph: Sahy Jepbarow adyndaky Arkadag şäher ýörite sungat mekdebiniň salgysy: Arkadag ş., N.Halmämmedow köçesi, 3, tel.: 57-19-24. [927, 1563, 1183, 1597]
paragraph: — harby şahadatnamasyny ýa-da harby hasaba goýlandygy hakynda şahadatnamasyny; [652, 1382, 912, 1405]
paragraph: Institutda magistr maksatnamasy boýunça taýýarlygyň ugurlaryna ykdysadyýet we dolandyryş ugrundan ýokary bilimden pes bolmadyk binýatda bilimi bolan we Türkmenistanyň raýatlary giriş synaglaryna gatnaşyp bilerler. [1009, 280, 1253, 326]
paragraph: — 3x4 sm ölçegdäki sekiz sany fotosurat; [388, 2062, 552, 2072]
paragraph: Giriş synaglaryndan üstünlikli geçen ýagdaýynda, bäsleşiksiz we talyplyga kabul edilmek üçin artykmaç hukukdan «Bilim hakynda» Türkmenistanyň Kanunynyň rejelenen görnüşinde kesgitlenen düzgünlere laýyk gelýän dalaşgärler peýdalanýarlar. [1222, 1969, 1511, 2015]
paragraph: Resmi iş kagyzlary Aşgabat şäherinde 2025-nji ýylyň 14 — 27-nji iýuly aralygynda kabul edilýär. [104, 1819, 364, 1841]
announcement-body [1222, 1359, 1511, 2205]
paragraph: Dalaşgär bäsleşikde we (ýa-da) okuwa kabul edilmek üçin artykmaç hukukdan peýdalanýandygyny tassyklaýan beýleki resminamalary görkezip biler. [652, 2062, 912, 2095]
